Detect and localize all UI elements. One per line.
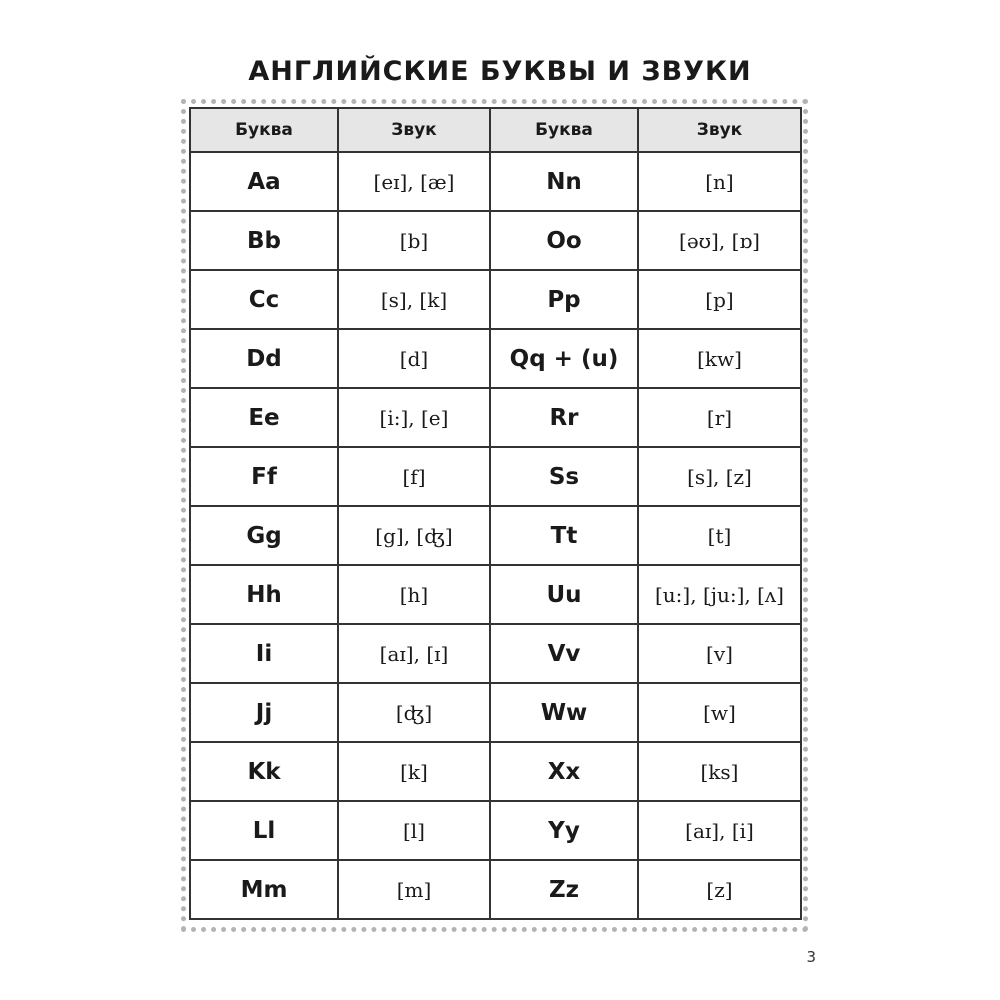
- alphabet-table: [189, 107, 802, 920]
- table-row: [190, 565, 801, 624]
- sound-cell: [h]: [338, 565, 490, 624]
- letter-cell: Zz: [490, 860, 638, 919]
- table-header-row: [190, 108, 801, 152]
- sound-cell: [u:], [ju:], [ʌ]: [638, 565, 801, 624]
- sound-cell: [i:], [e]: [338, 388, 490, 447]
- letter-cell: Kk: [190, 742, 338, 801]
- letter-cell: Tt: [490, 506, 638, 565]
- sound-cell: [t]: [638, 506, 801, 565]
- letter-cell: Ww: [490, 683, 638, 742]
- letter-cell: Qq + (u): [490, 329, 638, 388]
- sound-cell: [r]: [638, 388, 801, 447]
- header-letter-right: Буква: [490, 108, 638, 152]
- letter-cell: Vv: [490, 624, 638, 683]
- letter-cell: Oo: [490, 211, 638, 270]
- table-row: [190, 329, 801, 388]
- table-row: [190, 211, 801, 270]
- sound-cell: [g], [ʤ]: [338, 506, 490, 565]
- table-row: [190, 742, 801, 801]
- letter-cell: Ii: [190, 624, 338, 683]
- header-sound-right: Звук: [638, 108, 801, 152]
- sound-cell: [b]: [338, 211, 490, 270]
- letter-cell: Aa: [190, 152, 338, 211]
- sound-cell: [k]: [338, 742, 490, 801]
- letter-cell: Mm: [190, 860, 338, 919]
- sound-cell: [s], [z]: [638, 447, 801, 506]
- table-row: [190, 624, 801, 683]
- letter-cell: Cc: [190, 270, 338, 329]
- sound-cell: [n]: [638, 152, 801, 211]
- sound-cell: [kw]: [638, 329, 801, 388]
- letter-cell: Ee: [190, 388, 338, 447]
- letter-cell: Dd: [190, 329, 338, 388]
- sound-cell: [s], [k]: [338, 270, 490, 329]
- letter-cell: Yy: [490, 801, 638, 860]
- sound-cell: [m]: [338, 860, 490, 919]
- page-title: АНГЛИЙСКИЕ БУКВЫ И ЗВУКИ: [248, 56, 752, 87]
- sound-cell: [əʊ], [ɒ]: [638, 211, 801, 270]
- letter-cell: Hh: [190, 565, 338, 624]
- letter-cell: Xx: [490, 742, 638, 801]
- sound-cell: [l]: [338, 801, 490, 860]
- sound-cell: [aɪ], [ɪ]: [338, 624, 490, 683]
- table-row: [190, 388, 801, 447]
- sound-cell: [p]: [638, 270, 801, 329]
- letter-cell: Gg: [190, 506, 338, 565]
- header-sound-left: Звук: [338, 108, 490, 152]
- sound-cell: [ʤ]: [338, 683, 490, 742]
- sound-cell: [aɪ], [i]: [638, 801, 801, 860]
- header-letter-left: Буква: [190, 108, 338, 152]
- table-row: [190, 447, 801, 506]
- page-number: 3: [806, 948, 816, 966]
- sound-cell: [ks]: [638, 742, 801, 801]
- letter-cell: Pp: [490, 270, 638, 329]
- letter-cell: Jj: [190, 683, 338, 742]
- sound-cell: [d]: [338, 329, 490, 388]
- table-row: [190, 801, 801, 860]
- sound-cell: [f]: [338, 447, 490, 506]
- letter-cell: Ff: [190, 447, 338, 506]
- letter-cell: Ll: [190, 801, 338, 860]
- letter-cell: Ss: [490, 447, 638, 506]
- table-row: [190, 860, 801, 919]
- sound-cell: [z]: [638, 860, 801, 919]
- table-row: [190, 152, 801, 211]
- letter-cell: Bb: [190, 211, 338, 270]
- table-row: [190, 683, 801, 742]
- letter-cell: Uu: [490, 565, 638, 624]
- table-row: [190, 270, 801, 329]
- letter-cell: Nn: [490, 152, 638, 211]
- table-row: [190, 506, 801, 565]
- sound-cell: [v]: [638, 624, 801, 683]
- letter-cell: Rr: [490, 388, 638, 447]
- sound-cell: [eɪ], [æ]: [338, 152, 490, 211]
- sound-cell: [w]: [638, 683, 801, 742]
